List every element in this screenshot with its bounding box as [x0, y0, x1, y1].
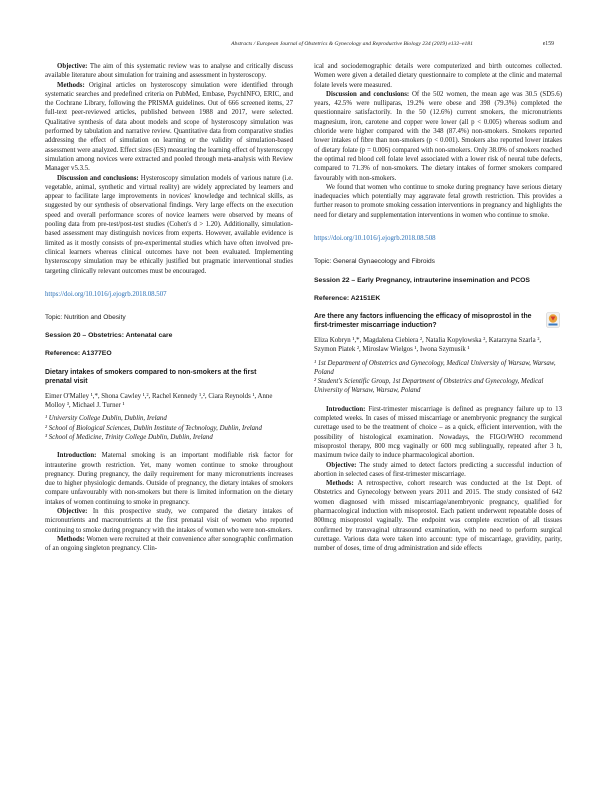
objective-paragraph: Objective: The study aimed to detect factors predicting a successful induction of abortion in selected cases of first-trimester miscarriage.	[314, 461, 562, 478]
article-title-block	[314, 312, 562, 330]
introduction-paragraph: Introduction: First-trimester miscarriage is defined as pregnancy failure up to 13 completed weeks. In cases of missed miscarriage or anembryonic pregnancy the surgical curettage used to be the treatment of choice – as a quick, efficient intervention, with the possibility of histological examination. Nowadays, the FIGO/WHO recommend misoprostol therapy, 800 mcg vaginally or 600 mcg sublingually, repeated after 3 h, maximum twice daily to induce pharmacological abortion.	[314, 405, 562, 460]
methods-paragraph: Methods: Original articles on hysteroscopy simulation were identified through systematic searches and predefined criteria on PubMed, Embase, PsychINFO, ERIC, and the Cochrane Library, following the PRISMA guidelines. Out of 666 screened items, 27 full-text peer-reviewed articles, published between 1988 and 2017, were selected. Qualitative synthesis of data about models and scope of hysteroscopy simulation was performed by tabulation and narrative review. Quantitative data from comparative studies addressing the effect of simulation on learning or the validity of simulation-based assessment were analyzed. Effect sizes (ES) measuring the learning effect of hysteroscopy simulation among novices were extracted and pooled through meta-analysis with Review Manager v5.3.5.	[45, 81, 293, 173]
methods-paragraph: Methods: Women were recruited at their convenience after sonographic confirmation of an ongoing singleton pregnancy. Clin-	[45, 535, 293, 553]
article-title: Are there any factors influencing the efficacy of misoprostol in the first-trimester miscarriage induction?	[314, 312, 532, 329]
affiliation: ³ School of Medicine, Trinity College Dublin, Dublin, Ireland	[45, 433, 213, 441]
discussion-paragraph: Discussion and conclusions: Of the 502 women, the mean age was 30.5 (SD5.6) years, 42.5% were nulliparas, 19.2% were obese and 398 (79.3%) completed the questionnaire satisfactorily. In the 50 (12.6%) current smokers, the micronutrients magnesium, iron, carotene and copper were lower (all p < 0.005) whereas sodium and chloride were higher compared with the 348 (87.4%) non-smokers. Smokers reported lower intakes of fibre than non-smokers (p < 0.001). Smokers also reported lower intakes of dietary folate (p = 0.006) compared with non-smokers. Only 38.0% of smokers reached the optimal red blood cell folate level associated with a lower risk of neural tube defects, compared to 71.3% of non-smokers. The dietary intakes of former smokers compared favourably with non-smokers.	[314, 90, 562, 182]
doi-link[interactable]: https://doi.org/10.1016/j.ejogrb.2018.08.508	[314, 235, 436, 243]
author-list: Eimer O'Malley ¹,*, Shona Cawley ¹,², Rachel Kennedy ¹,², Ciara Reynolds ¹, Anne Molloy ³, Michael J. Turner ¹	[45, 392, 273, 410]
session-heading: Session 20 – Obstetrics: Antenatal care	[45, 332, 173, 340]
continued-paragraph: ical and sociodemographic details were computerized and birth outcomes collected. Women were given a detailed dietary questionnaire to complete at the clinic and maternal folate levels were measured.	[314, 63, 562, 89]
objective-paragraph: Objective: The aim of this systematic review was to analyse and critically discuss available literature about simulation for training and assessment in hysteroscopy.	[45, 63, 293, 80]
introduction-paragraph: Introduction: Maternal smoking is an important modifiable risk factor for intrauterine growth restriction. Yet, many women continue to smoke throughout pregnancy. During pregnancy, the daily requirement for many micronutrients increases due to higher physiologic demands. Outside of pregnancy, the dietary intakes of smokers compare unfavourably with non-smokers but there is limited information on the dietary intakes of women continuing to smoke in pregnancy.	[45, 452, 293, 506]
running-head: Abstracts / European Journal of Obstetrics & Gynecology and Reproductive Biology 234 (2019) e132–e181	[231, 41, 473, 47]
conclusion-paragraph: We found that women who continue to smoke during pregnancy have serious dietary inadequacies which potentially may aggravate fetal growth restriction. This provides a further reason to promote smoking cessation interventions in pregnancy and highlights the need for dietary and supplementation interventions in women who continue to smoke.	[314, 183, 562, 219]
article-title-block	[45, 368, 293, 386]
page-number: e159	[542, 41, 554, 47]
doi-link[interactable]: https://doi.org/10.1016/j.ejogrb.2018.08.507	[45, 290, 167, 298]
affiliations	[45, 414, 293, 442]
reference-code: Reference: A2151EK	[314, 294, 381, 302]
affiliation: ² Student's Scientific Group, 1st Department of Obstetrics and Gynecology, Medical University of Warsaw, Warsaw, Poland	[314, 378, 544, 395]
affiliation: ¹ 1st Department of Obstetrics and Gynecology, Medical University of Warsaw, Warsaw, Poland	[314, 359, 556, 376]
objective-paragraph: Objective: In this prospective study, we compared the dietary intakes of micronutrients and macronutrients at the first prenatal visit of women who reported continuing to smoke during pregnancy with the intakes of women who were non-smokers.	[45, 507, 293, 534]
session-heading: Session 22 – Early Pregnancy, intrauterine insemination and PCOS	[314, 276, 530, 284]
affiliations	[314, 359, 562, 396]
affiliation: ² School of Biological Sciences, Dublin Institute of Technology, Dublin, Ireland	[45, 424, 262, 432]
author-list: Eliza Kobryn ¹,*, Magdalena Ciebiera ², Natalia Kopylowska ², Katarzyna Szarla ², Szymon Piatek ², Miroslaw Wielgos ¹, Iwona Szymusik ¹	[314, 336, 542, 354]
article-title: Dietary intakes of smokers compared to non-smokers at the first prenatal visit	[45, 368, 257, 385]
affiliation: ¹ University College Dublin, Dublin, Ireland	[45, 415, 167, 423]
methods-paragraph: Methods: A retrospective, cohort research was conducted at the 1st Dept. of Obstetrics and Gynecology between years 2011 and 2015. The study consisted of 642 women diagnosed with missed miscarriage/anembryonic pregnancy, qualified for pharmacological induction with misoprostol. Each patient underwent repeatable doses of 800mcg misoprostol vaginally. The endpoint was complete excretion of all tissues confirmed by transvaginal ultrasound examination, with no need to perform surgical curettage. Various data were taken into account: type of miscarriage, gravidity, parity, number of doses, time of drug administration and side effects	[314, 480, 562, 553]
crossmark-icon[interactable]	[546, 312, 560, 328]
right-column	[314, 62, 562, 553]
topic-label: Topic: Nutrition and Obesity	[45, 314, 126, 322]
discussion-paragraph: Discussion and conclusions: Hysteroscopy simulation models of various nature (i.e. vegetable, animal, synthetic and virtual reality) are widely appreciated by learners and appear to facilitate large improvements in novices' knowledge and technical skills, as suggested by our synthesis of observational findings. Very large effects on the execution speed and overall performance scores of novice learners were observed by means of pooling data from pre-test/post-test studies (Cohen's d > 1.20). Additionally, simulation-based assessment may distinguish novices from experts. However, available evidence is limited as it mostly consists of pre-experimental studies which have often involved pre-clinical learners whereas clinical outcomes have not been evaluated. Implementing hysteroscopy simulation may be ethically justified but pragmatic interventional studies targeting clinically relevant outcomes must be encouraged.	[45, 174, 293, 275]
reference-code: Reference: A1377EO	[45, 350, 112, 358]
left-column	[45, 62, 293, 553]
topic-label: Topic: General Gynaecology and Fibroids	[314, 258, 435, 266]
